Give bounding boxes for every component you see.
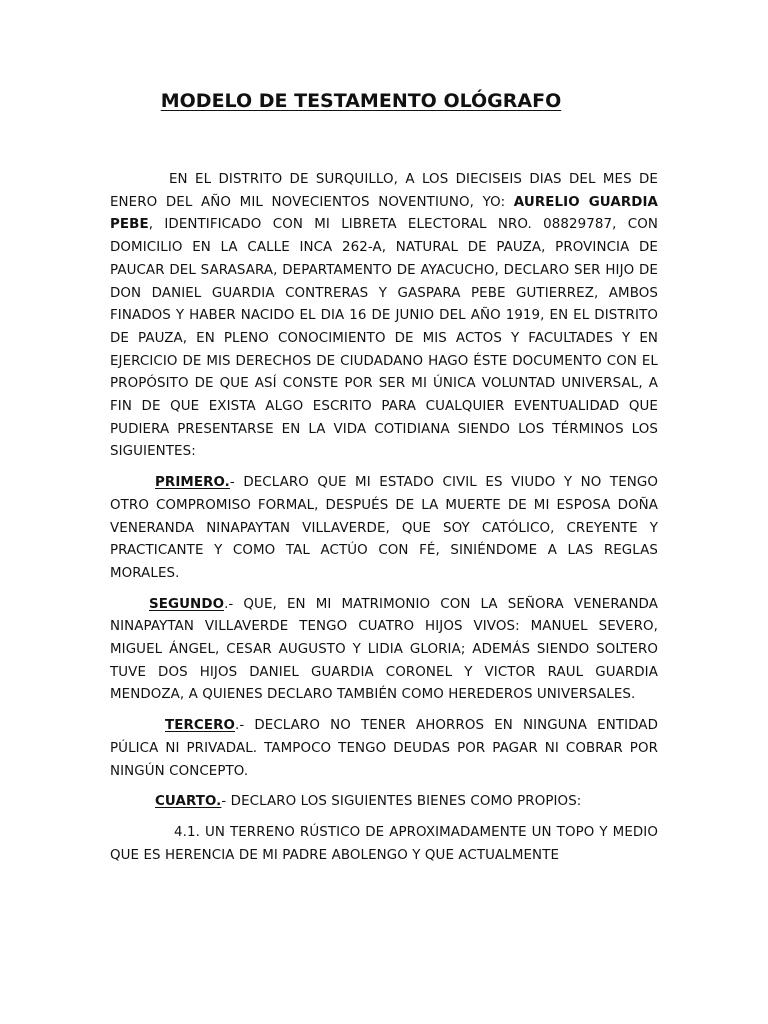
clause-text-segundo: .- QUE, EN MI MATRIMONIO CON LA SEÑORA VENERANDA NINAPAYTAN VILLAVERDE TENGO CUATRO HIJOS VIVOS: MANUEL SEVERO, MIGUEL ÁNGEL, CESAR AUGUSTO Y LIDIA GLORIA; ADEMÁS SIENDO SOLTERO TUVE DOS HIJOS DANIEL GUARDIA CORONEL Y VICTOR RAUL GUARDIA MENDOZA, A QUIENES DECLARO TAMBIÉN COMO HEREDEROS UNIVERSALES.	[110, 596, 658, 703]
clause-text-tercero: .- DECLARO NO TENER AHORROS EN NINGUNA ENTIDAD PÚLICA NI PRIVADAL. TAMPOCO TENGO DEUDAS POR PAGAR NI COBRAR POR NINGÚN CONCEPTO.	[110, 718, 658, 779]
clause-tercero	[110, 715, 658, 783]
item-4-1: 4.1. UN TERRENO RÚSTICO DE APROXIMADAMENTE UN TOPO Y MEDIO QUE ES HERENCIA DE MI PADRE ABOLENGO Y QUE ACTUALMENTE	[110, 824, 658, 863]
clause-label-primero: PRIMERO.	[155, 475, 230, 491]
clause-segundo	[110, 594, 658, 708]
clause-cuarto	[110, 791, 658, 814]
clause-label-cuarto: CUARTO.	[155, 794, 222, 810]
clause-label-tercero: TERCERO	[165, 718, 235, 734]
intro-text-end: , IDENTIFICADO CON MI LIBRETA ELECTORAL NRO. 08829787, CON DOMICILIO EN LA CALLE INCA 262-A, NATURAL DE PAUZA, PROVINCIA DE PAUCAR DEL SARASARA, DEPARTAMENTO DE AYACUCHO, DECLARO SER HIJO DE DON DANIEL GUARDIA CONTRERAS Y GASPARA PEBE GUTIERREZ, AMBOS FINADOS Y HABER NACIDO EL DIA 16 DE JUNIO DEL AÑO 1919, EN EL DISTRITO DE PAUZA, EN PLENO CONOCIMIENTO DE MIS ACTOS Y FACULTADES Y EN EJERCICIO DE MIS DERECHOS DE CIUDADANO HAGO ÉSTE DOCUMENTO CON EL PROPÓSITO DE QUE ASÍ CONSTE POR SER MI ÚNICA VOLUNTAD UNIVERSAL, A FIN DE QUE EXISTA ALGO ESCRITO PARA CUALQUIER EVENTUALIDAD QUE PUDIERA PRESENTARSE EN LA VIDA COTIDIANA SIENDO LOS TÉRMINOS LOS SIGUIENTES:	[110, 217, 658, 460]
intro-paragraph	[110, 169, 658, 464]
clause-primero	[110, 472, 658, 586]
testator-name: AURELIO GUARDIA PEBE	[110, 194, 658, 233]
clause-label-segundo: SEGUNDO	[149, 596, 225, 612]
clause-text-cuarto: - DECLARO LOS SIGUIENTES BIENES COMO PROPIOS:	[221, 794, 582, 810]
document-body	[110, 169, 658, 867]
intro-text-start: EN EL DISTRITO DE SURQUILLO, A LOS DIECISEIS DIAS DEL MES DE ENERO DEL AÑO MIL NOVECIENTOS NOVENTIUNO, YO:	[110, 172, 658, 210]
clause-text-primero: - DECLARO QUE MI ESTADO CIVIL ES VIUDO Y NO TENGO OTRO COMPROMISO FORMAL, DESPUÉS DE LA MUERTE DE MI ESPOSA DOÑA VENERANDA NINAPAYTAN VILLAVERDE, QUE SOY CATÓLICO, CREYENTE Y PRACTICANTE Y COMO TAL ACTÚO CON FÉ, SINIÉNDOME A LAS REGLAS MORALES.	[110, 475, 658, 581]
document-title: MODELO DE TESTAMENTO OLÓGRAFO	[160, 90, 562, 112]
